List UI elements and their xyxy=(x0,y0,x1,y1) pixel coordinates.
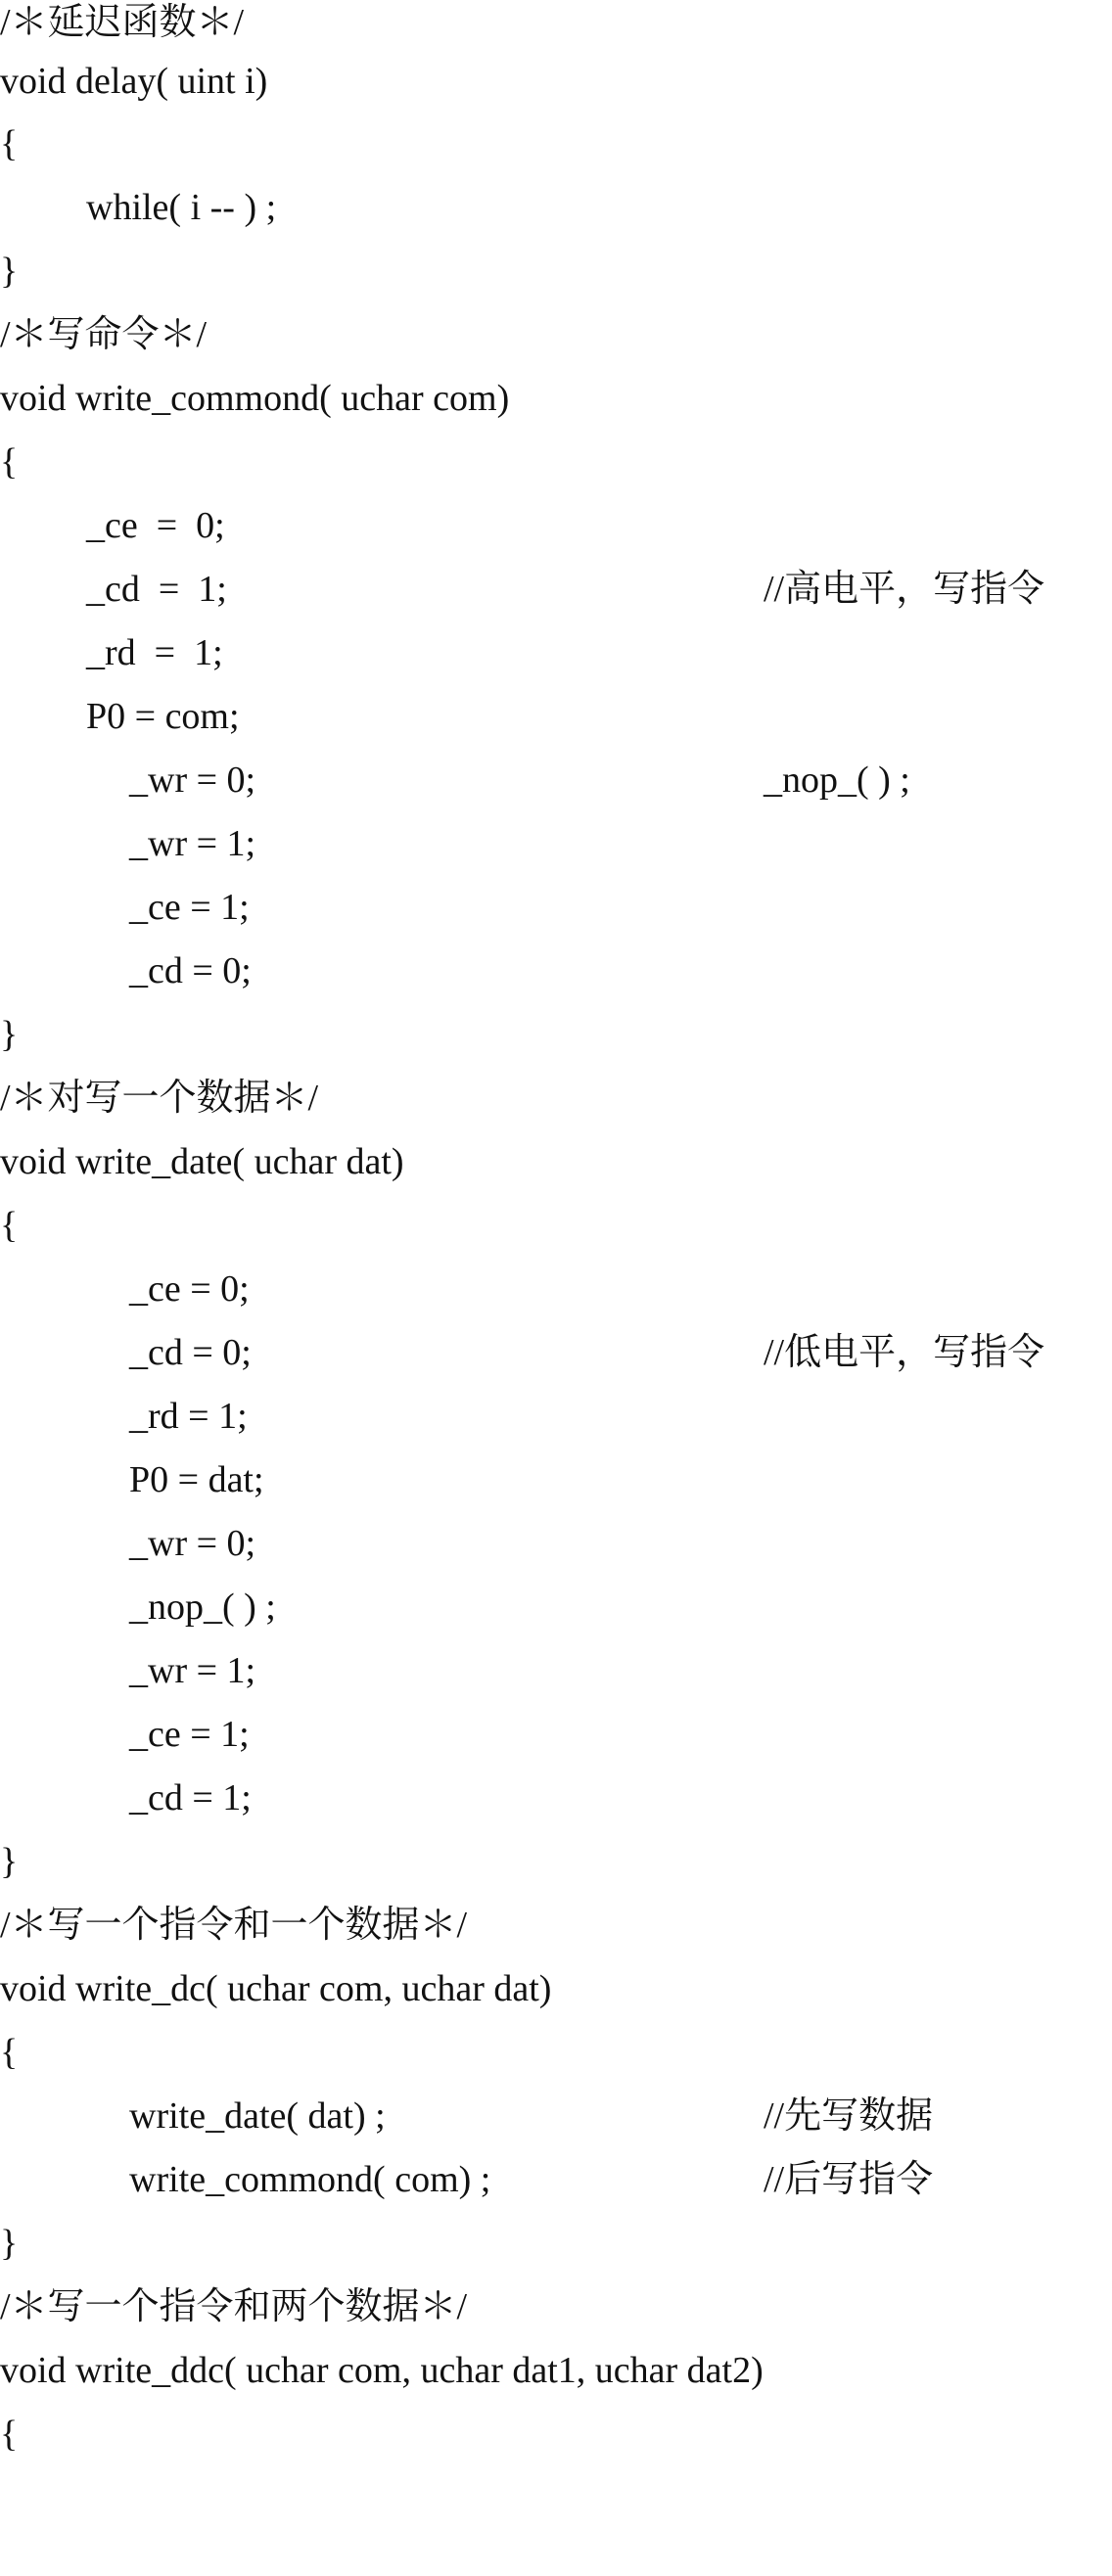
code-line xyxy=(0,434,1112,490)
statement: _cd = 0; xyxy=(129,950,252,991)
code-line xyxy=(0,1451,1112,1508)
close-brace: } xyxy=(0,1841,19,1882)
func-signature-write-dc: void write_dc( uchar com, uchar dat) xyxy=(0,1968,552,2009)
code-line xyxy=(0,879,1112,936)
code-line xyxy=(0,1833,1112,1890)
code-line xyxy=(0,1197,1112,1254)
comment-write-command: /＊写命令＊/ xyxy=(0,314,208,355)
code-line xyxy=(0,624,1112,681)
statement: _rd = 1; xyxy=(86,632,223,673)
statement: _wr = 1; xyxy=(129,1650,256,1691)
statement: _wr = 0; xyxy=(129,1523,256,1564)
statement: _ce = 0; xyxy=(129,1268,250,1310)
inline-comment: //低电平，写指令 xyxy=(764,1332,1045,1373)
comment-write-data: /＊对写一个数据＊/ xyxy=(0,1078,319,1119)
inline-comment: _nop_( ) ; xyxy=(764,759,910,801)
code-line xyxy=(0,1706,1112,1763)
open-brace: { xyxy=(0,441,19,483)
statement: write_commond( com) ; xyxy=(129,2159,491,2200)
code-line xyxy=(0,1133,1112,1190)
statement: _cd = 0; xyxy=(129,1332,252,1373)
close-brace: } xyxy=(0,1014,19,1055)
statement: P0 = com; xyxy=(86,696,240,737)
code-line xyxy=(0,497,1112,554)
code-line xyxy=(0,2151,1112,2208)
statement: _cd = 1; xyxy=(86,569,227,610)
comment-delay-function: /＊延迟函数＊/ xyxy=(0,2,245,43)
code-line xyxy=(0,1960,1112,2017)
comment-write-command-and-two-data: /＊写一个指令和两个数据＊/ xyxy=(0,2286,468,2327)
close-brace: } xyxy=(0,2223,19,2264)
code-line xyxy=(0,561,1112,618)
open-brace: { xyxy=(0,2032,19,2073)
statement: _wr = 0; xyxy=(129,759,256,801)
inline-comment: //后写指令 xyxy=(764,2159,934,2200)
code-line xyxy=(0,243,1112,299)
code-line xyxy=(0,1070,1112,1127)
statement: _ce = 0; xyxy=(86,505,225,546)
code-line xyxy=(0,752,1112,808)
code-line xyxy=(0,2024,1112,2081)
open-brace: { xyxy=(0,123,19,164)
open-brace: { xyxy=(0,2414,19,2455)
func-signature-write-commond: void write_commond( uchar com) xyxy=(0,378,510,419)
code-line xyxy=(0,179,1112,236)
inline-comment: //先写数据 xyxy=(764,2095,934,2137)
code-line xyxy=(0,1324,1112,1381)
code-line xyxy=(0,1642,1112,1699)
code-line xyxy=(0,2215,1112,2272)
close-brace: } xyxy=(0,251,19,292)
code-line xyxy=(0,1006,1112,1063)
statement: _ce = 1; xyxy=(129,887,250,928)
statement: _nop_( ) ; xyxy=(129,1587,276,1628)
code-line xyxy=(0,688,1112,745)
inline-comment: //高电平，写指令 xyxy=(764,569,1045,610)
statement: _rd = 1; xyxy=(129,1396,248,1437)
statement: _ce = 1; xyxy=(129,1714,250,1755)
code-line xyxy=(0,943,1112,999)
code-line xyxy=(0,115,1112,172)
code-line xyxy=(0,370,1112,427)
func-signature-write-ddc: void write_ddc( uchar com, uchar dat1, uchar dat2) xyxy=(0,2350,764,2391)
comment-write-command-and-data: /＊写一个指令和一个数据＊/ xyxy=(0,1905,468,1946)
func-signature-write-date: void write_date( uchar dat) xyxy=(0,1141,404,1182)
statement: _wr = 1; xyxy=(129,823,256,864)
statement: while( i -- ) ; xyxy=(86,187,277,228)
code-line xyxy=(0,0,1112,51)
code-line xyxy=(0,1897,1112,1954)
code-line xyxy=(0,1770,1112,1826)
code-line xyxy=(0,306,1112,363)
code-line xyxy=(0,1579,1112,1635)
code-line xyxy=(0,1515,1112,1572)
code-line xyxy=(0,2406,1112,2462)
code-line xyxy=(0,53,1112,110)
open-brace: { xyxy=(0,1205,19,1246)
func-signature-delay: void delay( uint i) xyxy=(0,61,268,102)
code-line xyxy=(0,1261,1112,1317)
statement: P0 = dat; xyxy=(129,1459,264,1500)
code-line xyxy=(0,2088,1112,2144)
code-line xyxy=(0,1388,1112,1445)
code-line xyxy=(0,2278,1112,2335)
code-line xyxy=(0,815,1112,872)
statement: _cd = 1; xyxy=(129,1777,252,1818)
statement: write_date( dat) ; xyxy=(129,2095,386,2137)
code-line xyxy=(0,2342,1112,2399)
